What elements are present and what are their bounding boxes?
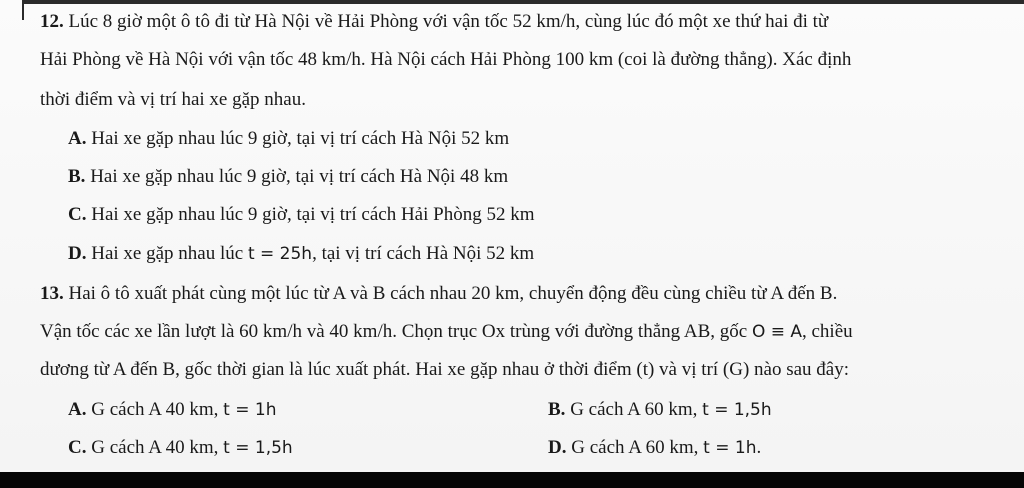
- q13-text-1: Hai ô tô xuất phát cùng một lúc từ A và B cách nhau 20 km, chuyển động đều cùng chiều từ A đến B.: [68, 283, 838, 304]
- option-text: Hai xe gặp nhau lúc 9 giờ, tại vị trí cách Hà Nội 48 km: [90, 166, 509, 187]
- q12-text-3: thời điểm và vị trí hai xe gặp nhau.: [40, 89, 306, 110]
- q13-option-b[interactable]: [548, 398, 772, 422]
- bottom-dark-bar: [0, 472, 1024, 488]
- q12-option-d[interactable]: [68, 242, 534, 266]
- q13-line-2: [40, 320, 853, 344]
- option-math: t = 1,5h: [223, 438, 293, 458]
- q12-line-3: [40, 88, 306, 112]
- q12-option-c[interactable]: [68, 203, 535, 227]
- q13-math-origin: O ≡ A: [751, 322, 802, 342]
- option-text: G cách A 60 km,: [571, 437, 699, 458]
- option-letter: A.: [68, 128, 87, 149]
- q13-text-2-after: , chiều: [802, 321, 853, 342]
- option-letter: A.: [68, 399, 87, 420]
- q12-line-1: [40, 10, 828, 34]
- q13-option-a[interactable]: [68, 398, 276, 422]
- left-border-line: [22, 0, 24, 20]
- q13-option-d[interactable]: [548, 436, 761, 460]
- option-text: Hai xe gặp nhau lúc 9 giờ, tại vị trí cách Hải Phòng 52 km: [91, 204, 535, 225]
- option-text-after: .: [756, 437, 762, 458]
- option-text: G cách A 40 km,: [91, 399, 219, 420]
- option-math: t = 1h: [223, 400, 277, 420]
- option-text-after: , tại vị trí cách Hà Nội 52 km: [312, 243, 535, 264]
- option-letter: B.: [548, 399, 566, 420]
- option-text: G cách A 40 km,: [91, 437, 219, 458]
- q13-number: 13.: [40, 283, 64, 304]
- option-letter: C.: [68, 204, 87, 225]
- q13-text-3: dương từ A đến B, gốc thời gian là lúc xuất phát. Hai xe gặp nhau ở thời điểm (t) và vị trí (G) nào sau đây:: [40, 359, 850, 380]
- option-letter: D.: [548, 437, 567, 458]
- q12-line-2: [40, 48, 851, 72]
- q12-number: 12.: [40, 11, 64, 32]
- option-math: t = 25h: [247, 244, 313, 264]
- option-letter: B.: [68, 166, 86, 187]
- option-text: G cách A 60 km,: [570, 399, 698, 420]
- option-text: Hai xe gặp nhau lúc: [91, 243, 244, 264]
- q13-option-c[interactable]: [68, 436, 293, 460]
- option-text: Hai xe gặp nhau lúc 9 giờ, tại vị trí cách Hà Nội 52 km: [91, 128, 510, 149]
- q13-text-2: Vận tốc các xe lần lượt là 60 km/h và 40 km/h. Chọn trục Ox trùng với đường thẳng AB, gốc: [40, 321, 748, 342]
- option-math: t = 1h: [703, 438, 757, 458]
- option-letter: C.: [68, 437, 87, 458]
- option-letter: D.: [68, 243, 87, 264]
- top-border-line: [22, 0, 1024, 4]
- option-math: t = 1,5h: [702, 400, 772, 420]
- q12-text-1: Lúc 8 giờ một ô tô đi từ Hà Nội về Hải Phòng với vận tốc 52 km/h, cùng lúc đó một xe thứ hai đi từ: [68, 11, 829, 32]
- q13-line-3: [40, 358, 849, 382]
- q13-line-1: [40, 282, 837, 306]
- q12-text-2: Hải Phòng về Hà Nội với vận tốc 48 km/h. Hà Nội cách Hải Phòng 100 km (coi là đường thẳng). Xác định: [40, 49, 852, 70]
- q12-option-b[interactable]: [68, 165, 508, 189]
- q12-option-a[interactable]: [68, 127, 509, 151]
